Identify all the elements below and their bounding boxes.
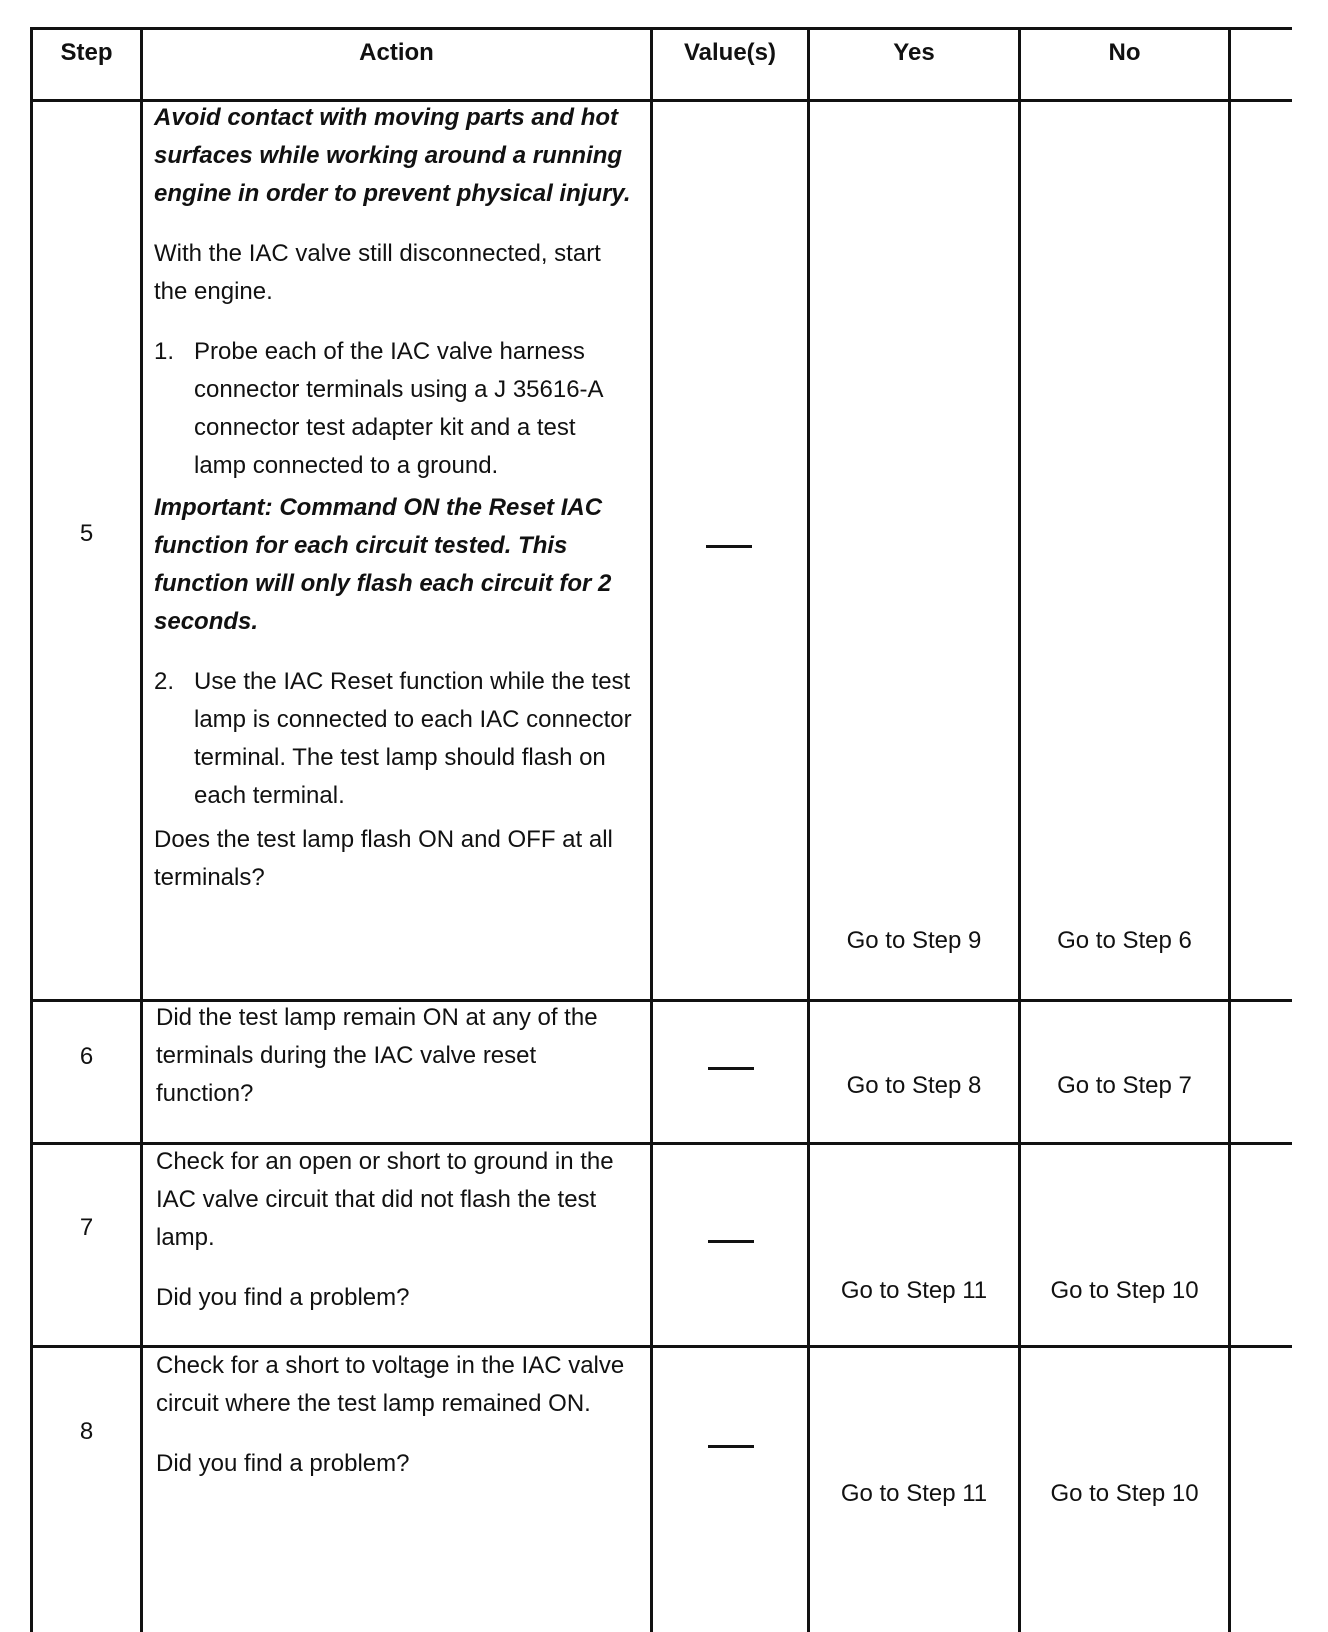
column-divider (1228, 27, 1231, 1632)
empty-value-dash (708, 1240, 754, 1243)
no-outcome: Go to Step 10 (1050, 1277, 1199, 1304)
column-divider (807, 27, 810, 1632)
procedure-item (154, 333, 634, 485)
action-cell (154, 99, 644, 897)
procedure-item (154, 663, 634, 815)
action-question: Did the test lamp remain ON at any of the terminals during the IAC valve reset function? (156, 1004, 598, 1107)
action-cell (156, 999, 644, 1113)
step-number: 8 (79, 1418, 94, 1445)
step-number: 6 (79, 1043, 94, 1070)
column-divider (650, 27, 653, 1632)
empty-value-dash (708, 1445, 754, 1448)
yes-outcome: Go to Step 11 (840, 1480, 988, 1507)
table-top-border (30, 27, 1292, 30)
header-yes: Yes (893, 39, 935, 66)
item-text: Use the IAC Reset function while the test lamp is connected to each IAC connector terminal. The test lamp should flash on each terminal. (194, 668, 632, 809)
action-cell (156, 1347, 644, 1483)
column-divider (140, 27, 143, 1632)
action-question: Did you find a problem? (156, 1450, 410, 1477)
item-number: 2. (154, 668, 175, 695)
action-text: Check for a short to voltage in the IAC valve circuit where the test lamp remained ON. (156, 1352, 625, 1417)
step-number: 7 (79, 1214, 94, 1241)
header-no: No (1108, 39, 1141, 66)
diagnostic-table (30, 27, 1292, 1632)
header-step: Step (60, 39, 113, 66)
empty-value-dash (706, 545, 752, 548)
column-divider (1018, 27, 1021, 1632)
action-text: Check for an open or short to ground in the IAC valve circuit that did not flash the test lamp. (156, 1148, 614, 1251)
empty-value-dash (708, 1067, 754, 1070)
header-values: Value(s) (683, 39, 777, 66)
item-text: Probe each of the IAC valve harness connector terminals using a J 35616-A connector test adapter kit and a test lamp connected to a ground. (194, 338, 603, 479)
procedure-list (154, 333, 644, 485)
action-cell (156, 1143, 644, 1317)
no-outcome: Go to Step 10 (1050, 1480, 1199, 1507)
yes-outcome: Go to Step 11 (840, 1277, 988, 1304)
no-outcome: Go to Step 6 (1057, 927, 1192, 954)
procedure-list (154, 663, 644, 815)
action-question: Does the test lamp flash ON and OFF at all terminals? (154, 826, 613, 891)
action-question: Did you find a problem? (156, 1284, 410, 1311)
header-action: Action (359, 39, 434, 66)
yes-outcome: Go to Step 8 (846, 1072, 982, 1099)
yes-outcome: Go to Step 9 (846, 927, 982, 954)
item-number: 1. (154, 338, 175, 365)
column-divider (30, 27, 33, 1632)
action-intro: With the IAC valve still disconnected, start the engine. (154, 240, 601, 305)
safety-warning: Avoid contact with moving parts and hot surfaces while working around a running engine in order to prevent physical injury. (154, 104, 631, 207)
no-outcome: Go to Step 7 (1057, 1072, 1192, 1099)
important-note: Important: Command ON the Reset IAC function for each circuit tested. This function will only flash each circuit for 2 seconds. (154, 494, 612, 635)
step-number: 5 (79, 520, 94, 547)
